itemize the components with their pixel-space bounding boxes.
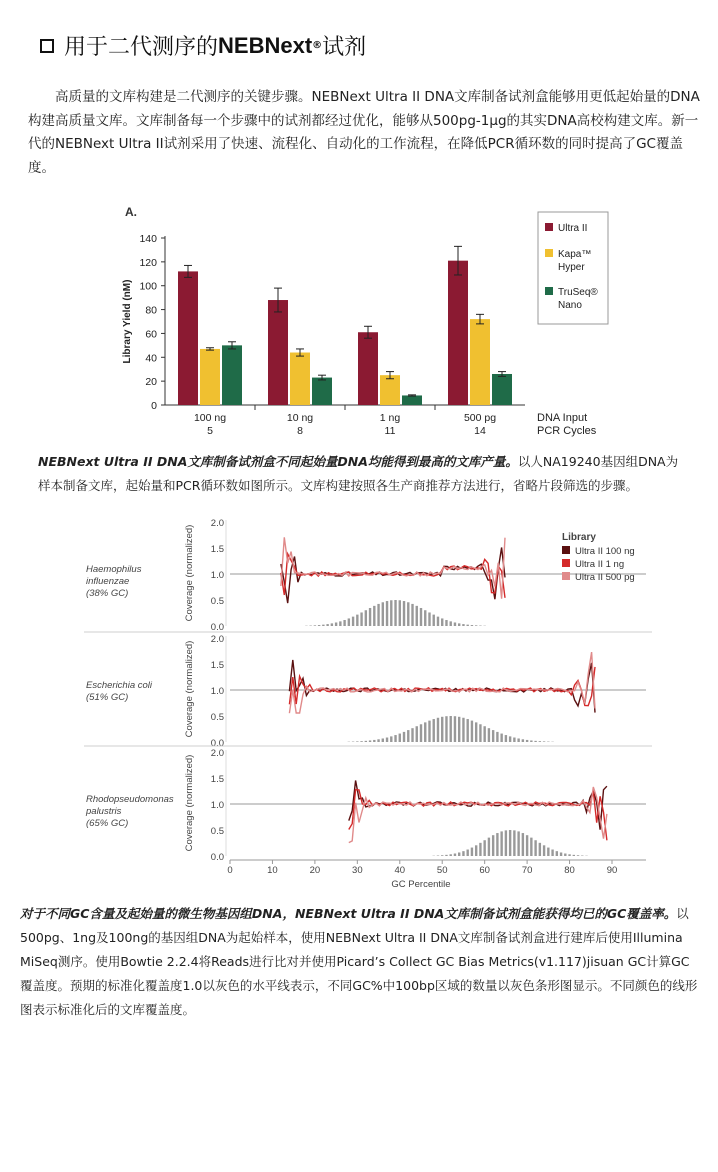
gc-histogram-bar: [573, 855, 575, 856]
gc-histogram-bar: [314, 625, 316, 626]
caption-coverage-chart: [20, 902, 700, 1022]
x-tick-label: 80: [564, 865, 575, 876]
x-tick-label: 50: [436, 865, 448, 876]
bar: [402, 395, 422, 405]
x-tick-label: 30: [352, 865, 363, 876]
gc-histogram-bar: [488, 728, 490, 742]
gc-histogram-bar: [365, 610, 367, 626]
gc-histogram-bar: [500, 734, 502, 742]
x-tick-label: 10: [267, 865, 278, 876]
x-tick-label: 60: [479, 865, 490, 876]
gc-histogram-bar: [475, 625, 477, 626]
panel-label: A.: [125, 205, 137, 219]
x-input-label: 500 pg: [463, 412, 497, 424]
heading-suffix: 试剂: [322, 35, 367, 60]
gc-histogram-bar: [373, 740, 375, 742]
gc-histogram-bar: [454, 622, 456, 626]
gc-histogram-bar: [445, 620, 447, 626]
gc-histogram-bar: [407, 602, 409, 626]
bar: [178, 271, 198, 405]
y-tick-label: 1.0: [210, 570, 224, 581]
legend-label: Ultra II: [558, 223, 588, 234]
organism-label: (65% GC): [86, 818, 129, 829]
gc-histogram-bar: [348, 618, 350, 626]
caption-bar-bold: NEBNext Ultra II DNA文库制备试剂盒不同起始量DNA均能得到最高的文库产量。: [38, 454, 518, 469]
gc-histogram-bar: [539, 741, 541, 742]
caption-bar-chart: [38, 450, 688, 498]
gc-histogram-bar: [496, 833, 498, 856]
y-tick-label: 1.5: [210, 774, 224, 785]
y-tick-label: 0.0: [210, 622, 224, 633]
gc-histogram-bar: [390, 736, 392, 742]
gc-histogram-bar: [568, 854, 570, 856]
gc-histogram-bar: [382, 602, 384, 626]
gc-histogram-bar: [407, 730, 409, 742]
gc-histogram-bar: [471, 625, 473, 626]
bar: [290, 353, 310, 405]
gc-histogram-bar: [403, 732, 405, 742]
heading-prefix: 用于二代测序的: [64, 35, 219, 60]
x-tick-label: 0: [227, 865, 233, 876]
x-tick-label: 40: [394, 865, 406, 876]
y-tick-label: 0.0: [210, 738, 224, 749]
gc-histogram-bar: [416, 606, 418, 626]
gc-histogram-bar: [488, 838, 490, 856]
gc-histogram-bar: [462, 624, 464, 626]
gc-histogram-bar: [530, 740, 532, 742]
gc-histogram-bar: [360, 612, 362, 626]
gc-histogram-bar: [450, 716, 452, 742]
y-tick-label: 120: [139, 256, 157, 269]
gc-histogram-bar: [547, 848, 549, 856]
gc-histogram-bar: [509, 736, 511, 742]
gc-histogram-bar: [522, 739, 524, 742]
gc-histogram-bar: [454, 716, 456, 742]
gc-histogram-bar: [445, 855, 447, 856]
y-tick-label: 0: [151, 400, 157, 412]
gc-histogram-bar: [382, 738, 384, 742]
gc-histogram-bar: [399, 600, 401, 626]
gc-histogram-bar: [335, 622, 337, 626]
gc-histogram-bar: [377, 739, 379, 742]
bar: [470, 319, 490, 405]
gc-histogram-bar: [352, 617, 354, 626]
y-tick-label: 2.0: [210, 748, 224, 759]
gc-histogram-bar: [386, 601, 388, 626]
gc-histogram-bar: [462, 718, 464, 742]
gc-histogram-bar: [479, 843, 481, 856]
y-axis-label: Coverage (normalized): [184, 754, 195, 852]
y-tick-label: 140: [139, 233, 157, 245]
gc-histogram-bar: [322, 625, 324, 626]
heading-brand: NEBNext: [218, 32, 313, 58]
y-tick-label: 20: [145, 376, 157, 389]
gc-histogram-bar: [420, 724, 422, 742]
x-cycles-label: 5: [207, 425, 213, 437]
bar: [312, 378, 332, 405]
gc-histogram-bar: [526, 835, 528, 856]
gc-histogram-bar: [428, 721, 430, 742]
gc-histogram-bar: [386, 738, 388, 742]
gc-histogram-bar: [543, 741, 545, 742]
gc-histogram-bar: [424, 610, 426, 626]
y-tick-label: 1.0: [210, 686, 224, 697]
bar: [492, 374, 512, 405]
gc-histogram-bar: [394, 600, 396, 626]
x-cycles-label: 14: [474, 425, 486, 437]
x-input-label: 100 ng: [193, 412, 227, 424]
legend-label: Hyper: [558, 262, 585, 273]
y-tick-label: 1.5: [210, 660, 224, 671]
gc-histogram-bar: [441, 717, 443, 742]
organism-label: palustris: [86, 806, 122, 817]
gc-histogram-bar: [450, 854, 452, 856]
gc-histogram-bar: [318, 625, 320, 626]
caption-cov-text: 以500pg、1ng及100ng的基因组DNA为起始样本，使用NEBNext Ultra II DNA文库制备试剂盒进行建库后使用Illumina MiSeq测序。使用Bowtie 2.2.4将Reads进行比对并使用Picard’s Collect GC Bias Metrics(v1.117)jisuan GC计算GC覆盖度。预期的标准化覆盖度1.0以灰色的水平线表示，不同GC%中100bp区域的数量以灰色条形图显示。不同颜色的线形图表示标准化后的文库覆盖度。: [20, 906, 698, 1017]
gc-histogram-bar: [394, 735, 396, 742]
x-tick-label: 90: [606, 865, 618, 876]
gc-histogram-bar: [500, 831, 502, 856]
gc-histogram-bar: [483, 840, 485, 856]
bar: [448, 261, 468, 405]
gc-histogram-bar: [403, 601, 405, 626]
gc-histogram-bar: [534, 840, 536, 856]
gc-coverage-chart: [84, 514, 652, 890]
organism-label: (51% GC): [86, 692, 129, 703]
x-cycles-label: 11: [384, 425, 396, 437]
y-tick-label: 1.5: [210, 544, 224, 555]
gc-histogram-bar: [509, 830, 511, 856]
gc-histogram-bar: [420, 608, 422, 626]
legend-title: Library: [562, 532, 596, 543]
gc-histogram-bar: [360, 741, 362, 742]
gc-histogram-bar: [399, 734, 401, 742]
gc-histogram-bar: [496, 732, 498, 742]
gc-histogram-bar: [433, 615, 435, 626]
gc-histogram-bar: [326, 624, 328, 626]
gc-histogram-bar: [560, 852, 562, 856]
library-yield-bar-chart: [110, 198, 610, 443]
gc-histogram-bar: [479, 724, 481, 742]
y-tick-label: 0.0: [210, 852, 224, 863]
gc-histogram-bar: [441, 618, 443, 626]
x-tick-label: 20: [309, 865, 321, 876]
gc-histogram-bar: [377, 604, 379, 626]
gc-histogram-bar: [483, 726, 485, 742]
y-tick-label: 100: [139, 280, 157, 293]
gc-histogram-bar: [513, 738, 515, 742]
y-tick-label: 60: [145, 328, 157, 341]
y-axis-label: Library Yield (nM): [122, 279, 133, 364]
gc-histogram-bar: [466, 850, 468, 856]
gc-histogram-bar: [356, 615, 358, 626]
gc-histogram-bar: [471, 721, 473, 742]
x-axis-label: GC Percentile: [391, 879, 451, 890]
gc-histogram-bar: [416, 726, 418, 742]
organism-label: influenzae: [86, 576, 130, 587]
gc-histogram-bar: [505, 830, 507, 856]
y-tick-label: 2.0: [210, 518, 224, 529]
caption-bar-text: 以人NA19240基因组DNA为样本制备文库，起始量和PCR循环数如图所示。文库构建按照各生产商推荐方法进行，省略片段筛选的步骤。: [38, 454, 679, 493]
page-heading: [40, 30, 366, 61]
bar: [268, 300, 288, 405]
gc-histogram-bar: [441, 855, 443, 856]
gc-histogram-bar: [458, 717, 460, 742]
gc-histogram-bar: [450, 621, 452, 626]
gc-histogram-bar: [475, 722, 477, 742]
gc-histogram-bar: [369, 740, 371, 742]
gc-histogram-bar: [445, 716, 447, 742]
gc-histogram-bar: [339, 621, 341, 626]
y-axis-label: Coverage (normalized): [184, 524, 195, 622]
y-tick-label: 80: [145, 304, 157, 317]
gc-histogram-bar: [564, 854, 566, 856]
x-input-label: 1 ng: [379, 412, 401, 424]
gc-histogram-bar: [543, 845, 545, 856]
gc-histogram-bar: [356, 741, 358, 742]
gc-histogram-bar: [577, 855, 579, 856]
gc-histogram-bar: [513, 830, 515, 856]
y-tick-label: 40: [145, 352, 157, 365]
legend-label: Kapa™: [558, 249, 592, 260]
gc-histogram-bar: [471, 848, 473, 856]
gc-histogram-bar: [437, 718, 439, 742]
gc-histogram-bar: [466, 625, 468, 626]
gc-histogram-bar: [534, 741, 536, 742]
gc-histogram-bar: [428, 612, 430, 626]
x-tick-label: 70: [521, 865, 533, 876]
legend-label: Ultra II 1 ng: [575, 559, 625, 570]
legend-swatch: [545, 223, 553, 231]
gc-histogram-bar: [462, 851, 464, 856]
gc-histogram-bar: [331, 623, 333, 626]
organism-label: Haemophilus: [86, 564, 142, 575]
gc-histogram-bar: [475, 845, 477, 856]
gc-histogram-bar: [505, 735, 507, 742]
y-tick-label: 0.5: [210, 826, 224, 837]
gc-histogram-bar: [492, 835, 494, 856]
intro-paragraph: [28, 86, 700, 180]
caption-cov-bold: 对于不同GC含量及起始量的微生物基因组DNA，NEBNext Ultra II DNA文库制备试剂盒能获得均已的GC覆盖率。: [20, 906, 677, 921]
gc-histogram-bar: [369, 608, 371, 626]
legend-label: TruSeq®: [558, 287, 598, 298]
checkbox-square-icon: [40, 39, 54, 53]
gc-histogram-bar: [433, 719, 435, 742]
gc-histogram-bar: [437, 617, 439, 626]
gc-histogram-bar: [343, 620, 345, 626]
legend-label: Ultra II 500 pg: [575, 572, 635, 583]
gc-histogram-bar: [522, 833, 524, 856]
gc-histogram-bar: [466, 719, 468, 742]
gc-histogram-bar: [411, 728, 413, 742]
y-tick-label: 2.0: [210, 634, 224, 645]
gc-histogram-bar: [551, 850, 553, 856]
bar: [222, 345, 242, 405]
organism-label: Rhodopseudomonas: [86, 794, 174, 805]
legend-swatch: [562, 546, 570, 554]
x-cycles-label: 8: [297, 425, 303, 437]
x-input-label: 10 ng: [286, 412, 314, 424]
gc-histogram-bar: [424, 722, 426, 742]
gc-histogram-bar: [517, 831, 519, 856]
legend-swatch: [562, 559, 570, 567]
gc-histogram-bar: [458, 852, 460, 856]
gc-histogram-bar: [373, 606, 375, 626]
legend-label: Nano: [558, 300, 582, 311]
x-label-row1: DNA Input: [537, 412, 588, 424]
legend-swatch: [545, 249, 553, 257]
gc-histogram-bar: [411, 604, 413, 626]
gc-histogram-bar: [526, 740, 528, 742]
legend-label: Ultra II 100 ng: [575, 546, 635, 557]
gc-histogram-bar: [454, 854, 456, 856]
gc-histogram-bar: [517, 738, 519, 742]
y-axis-label: Coverage (normalized): [184, 640, 195, 738]
y-tick-label: 0.5: [210, 712, 224, 723]
organism-label: Escherichia coli: [86, 680, 152, 691]
gc-histogram-bar: [539, 843, 541, 856]
x-label-row2: PCR Cycles: [537, 425, 597, 437]
gc-histogram-bar: [365, 741, 367, 742]
gc-histogram-bar: [390, 600, 392, 626]
gc-histogram-bar: [458, 623, 460, 626]
organism-label: (38% GC): [86, 588, 129, 599]
bar: [358, 332, 378, 405]
gc-histogram-bar: [492, 730, 494, 742]
heading-reg: ®: [312, 40, 323, 51]
bar: [380, 375, 400, 405]
y-tick-label: 0.5: [210, 596, 224, 607]
legend-swatch: [545, 287, 553, 295]
bar: [200, 349, 220, 405]
gc-histogram-bar: [556, 851, 558, 856]
y-tick-label: 1.0: [210, 800, 224, 811]
intro-text: 高质量的文库构建是二代测序的关键步骤。NEBNext Ultra II DNA文库制备试剂盒能够用更低起始量的DNA构建高质量文库。文库制备每一个步骤中的试剂都经过优化，能够从500pg-1μg的其实DNA高校构建文库。新一代的NEBNext Ultra II试剂采用了快速、流程化、自动化的工作流程，在降低PCR循环数的同时提高了GC覆盖度。: [28, 89, 700, 176]
gc-histogram-bar: [530, 838, 532, 856]
legend-swatch: [562, 572, 570, 580]
